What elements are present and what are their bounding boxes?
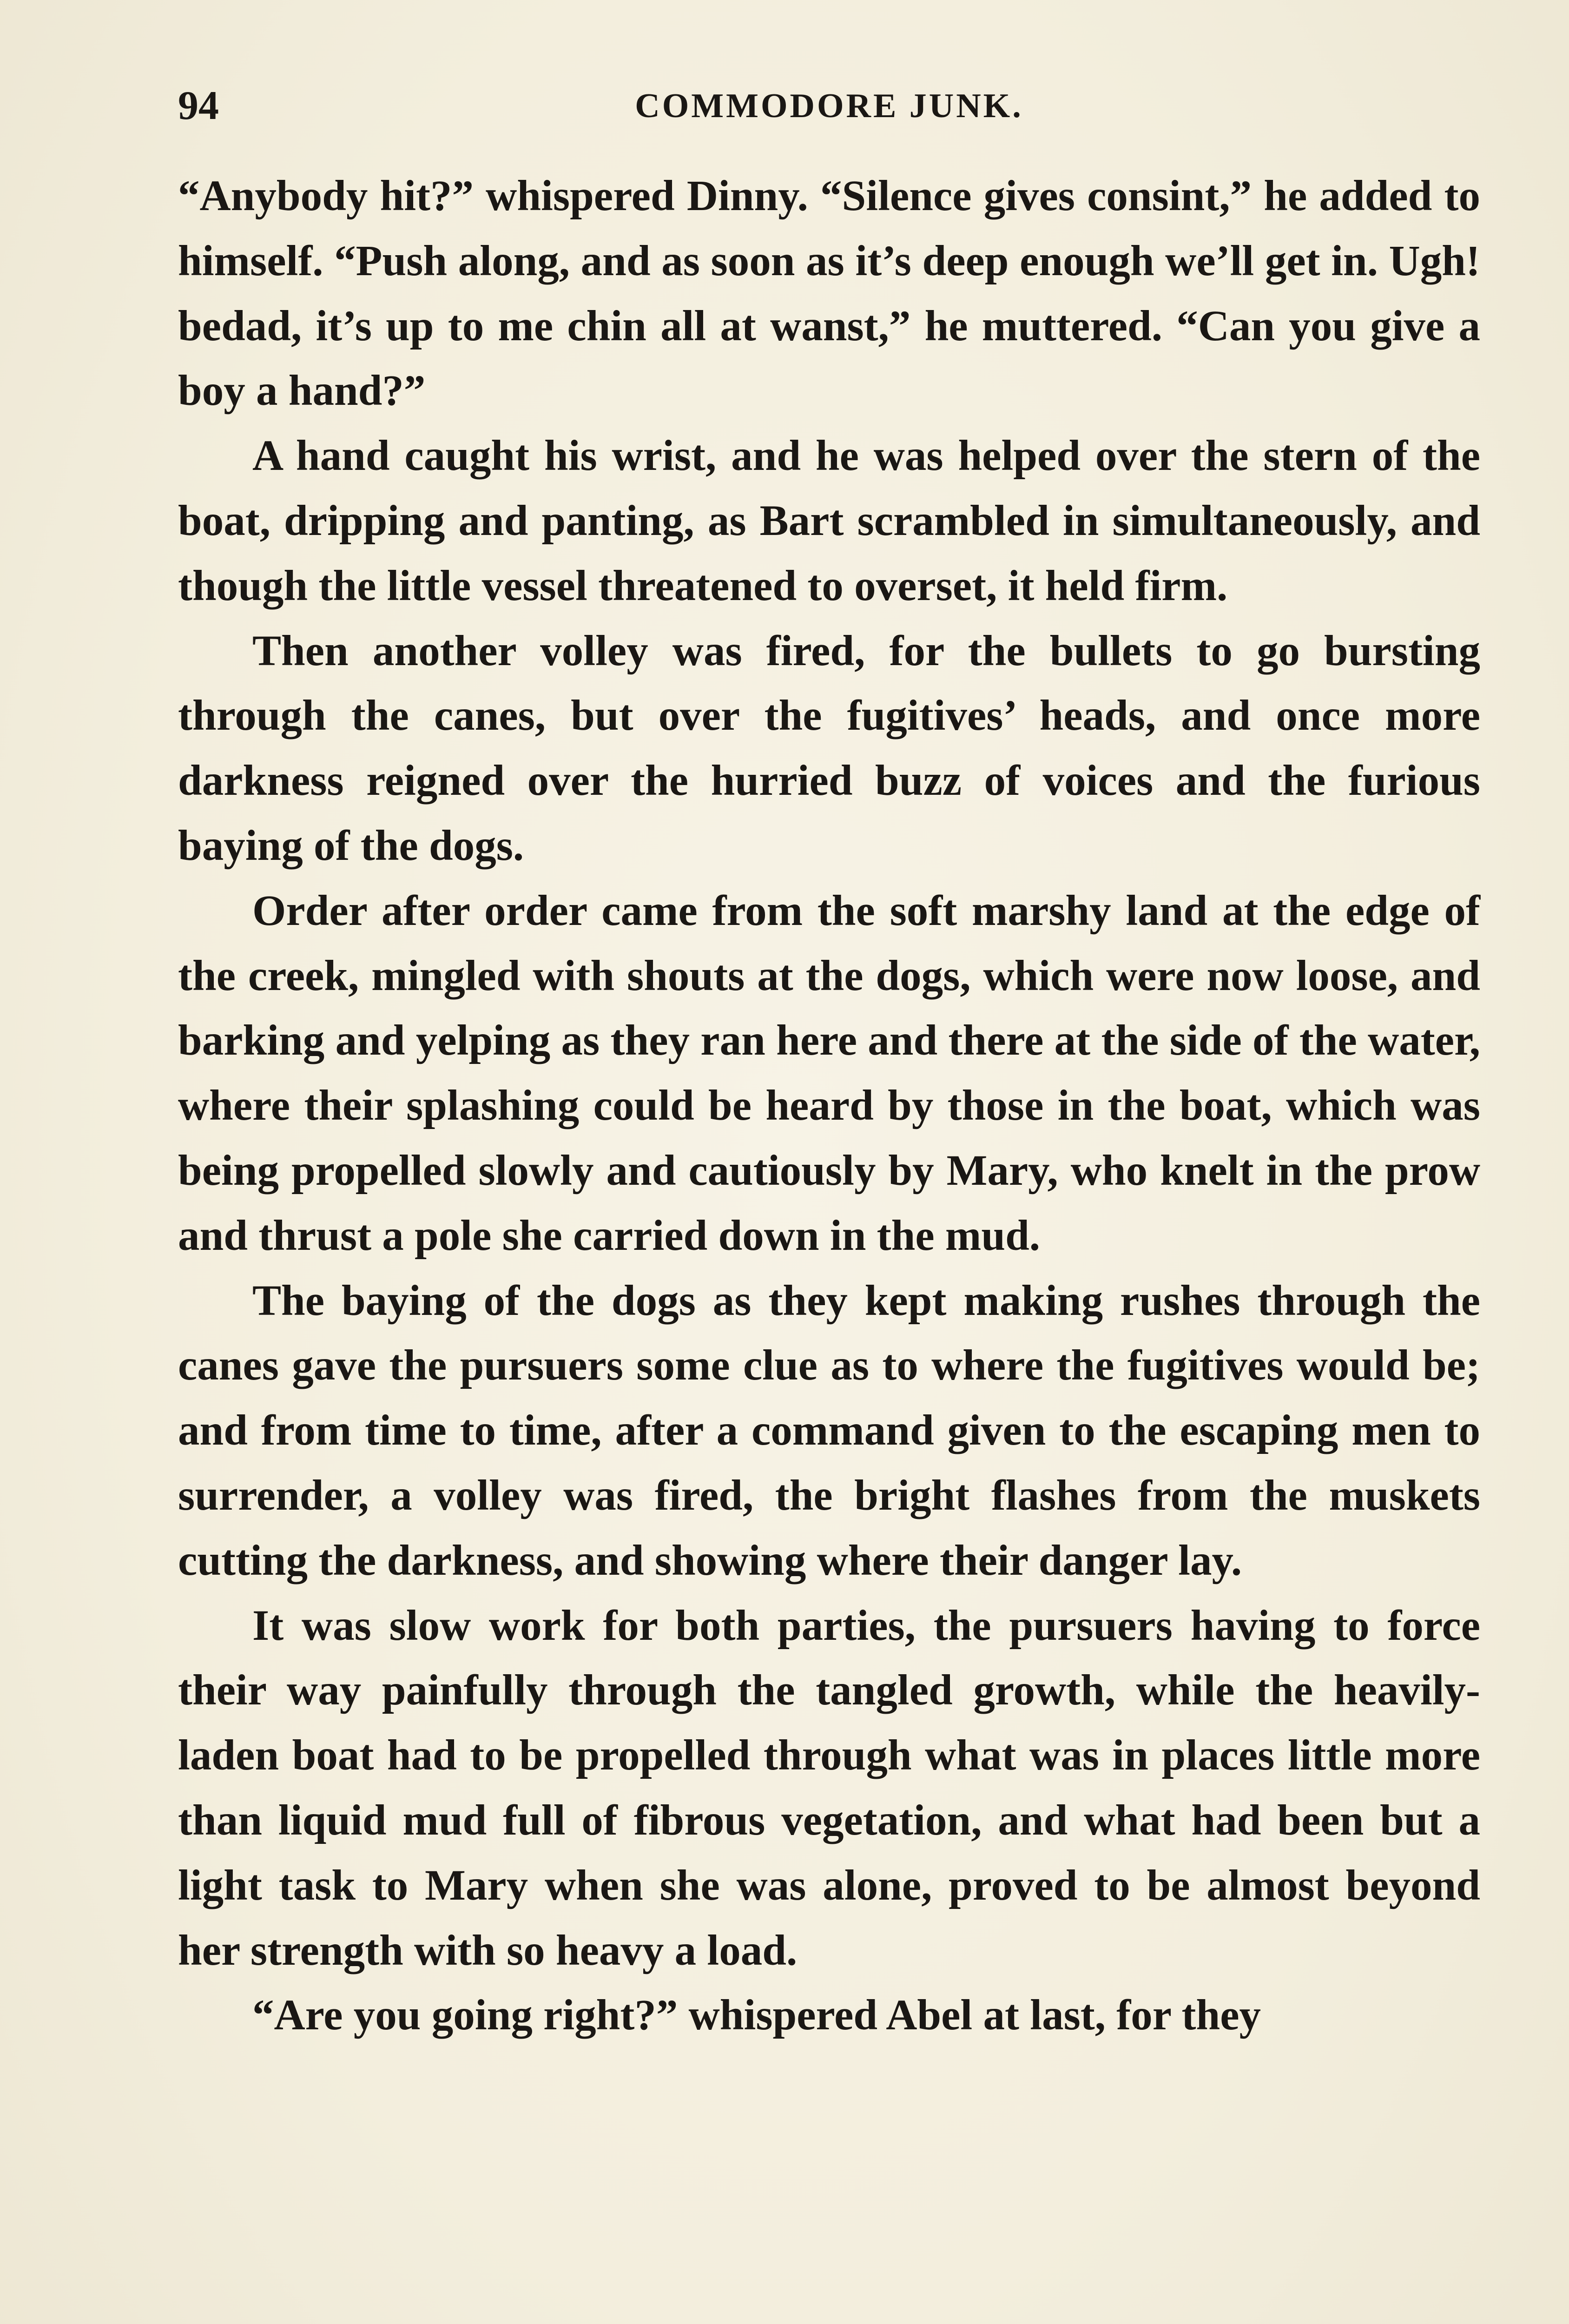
body-text — [178, 164, 1480, 2048]
paragraph: Then another volley was fired, for the bullets to go bursting through the canes, but over the fugitives’ heads, and once more darkness reigned over the hurried buzz of voices and the furious baying of the dogs. — [178, 627, 1480, 870]
page-number: 94 — [178, 83, 219, 128]
paragraph: A hand caught his wrist, and he was helped over the stern of the boat, dripping and panting, as Bart scrambled in simultaneously, and though the little vessel threatened to overset, it held firm. — [178, 432, 1480, 610]
running-title: COMMODORE JUNK. — [635, 87, 1023, 125]
paragraph: It was slow work for both parties, the pursuers having to force their way painfully through the tangled growth, while the heavily-laden boat had to be propelled through what was in places little more than liquid mud full of fibrous vegetation, and what had been but a light task to Mary when she was alone, proved to be almost beyond her strength with so heavy a load. — [178, 1601, 1480, 1974]
paragraph: “Anybody hit?” whispered Dinny. “Silence gives consint,” he added to himself. “Push along, and as soon as it’s deep enough we’ll get in. Ugh! bedad, it’s up to me chin all at wanst,” he muttered. “Can you give a boy a hand?” — [178, 172, 1480, 415]
running-head — [178, 78, 1480, 134]
paragraph: “Are you going right?” whispered Abel at last, for they — [252, 1991, 1261, 2040]
paragraph: The baying of the dogs as they kept making rushes through the canes gave the pursuers some clue as to where the fugitives would be; and from time to time, after a command given to the escaping men to surrender, a volley was fired, the bright flashes from the muskets cutting the darkness, and showing where their danger lay. — [178, 1276, 1480, 1585]
paragraph: Order after order came from the soft marshy land at the edge of the creek, mingled with shouts at the dogs, which were now loose, and barking and yelping as they ran here and there at the side of the water, where their splashing could be heard by those in the boat, which was being propelled slowly and cautiously by Mary, who knelt in the prow and thrust a pole she carried down in the mud. — [178, 886, 1480, 1260]
